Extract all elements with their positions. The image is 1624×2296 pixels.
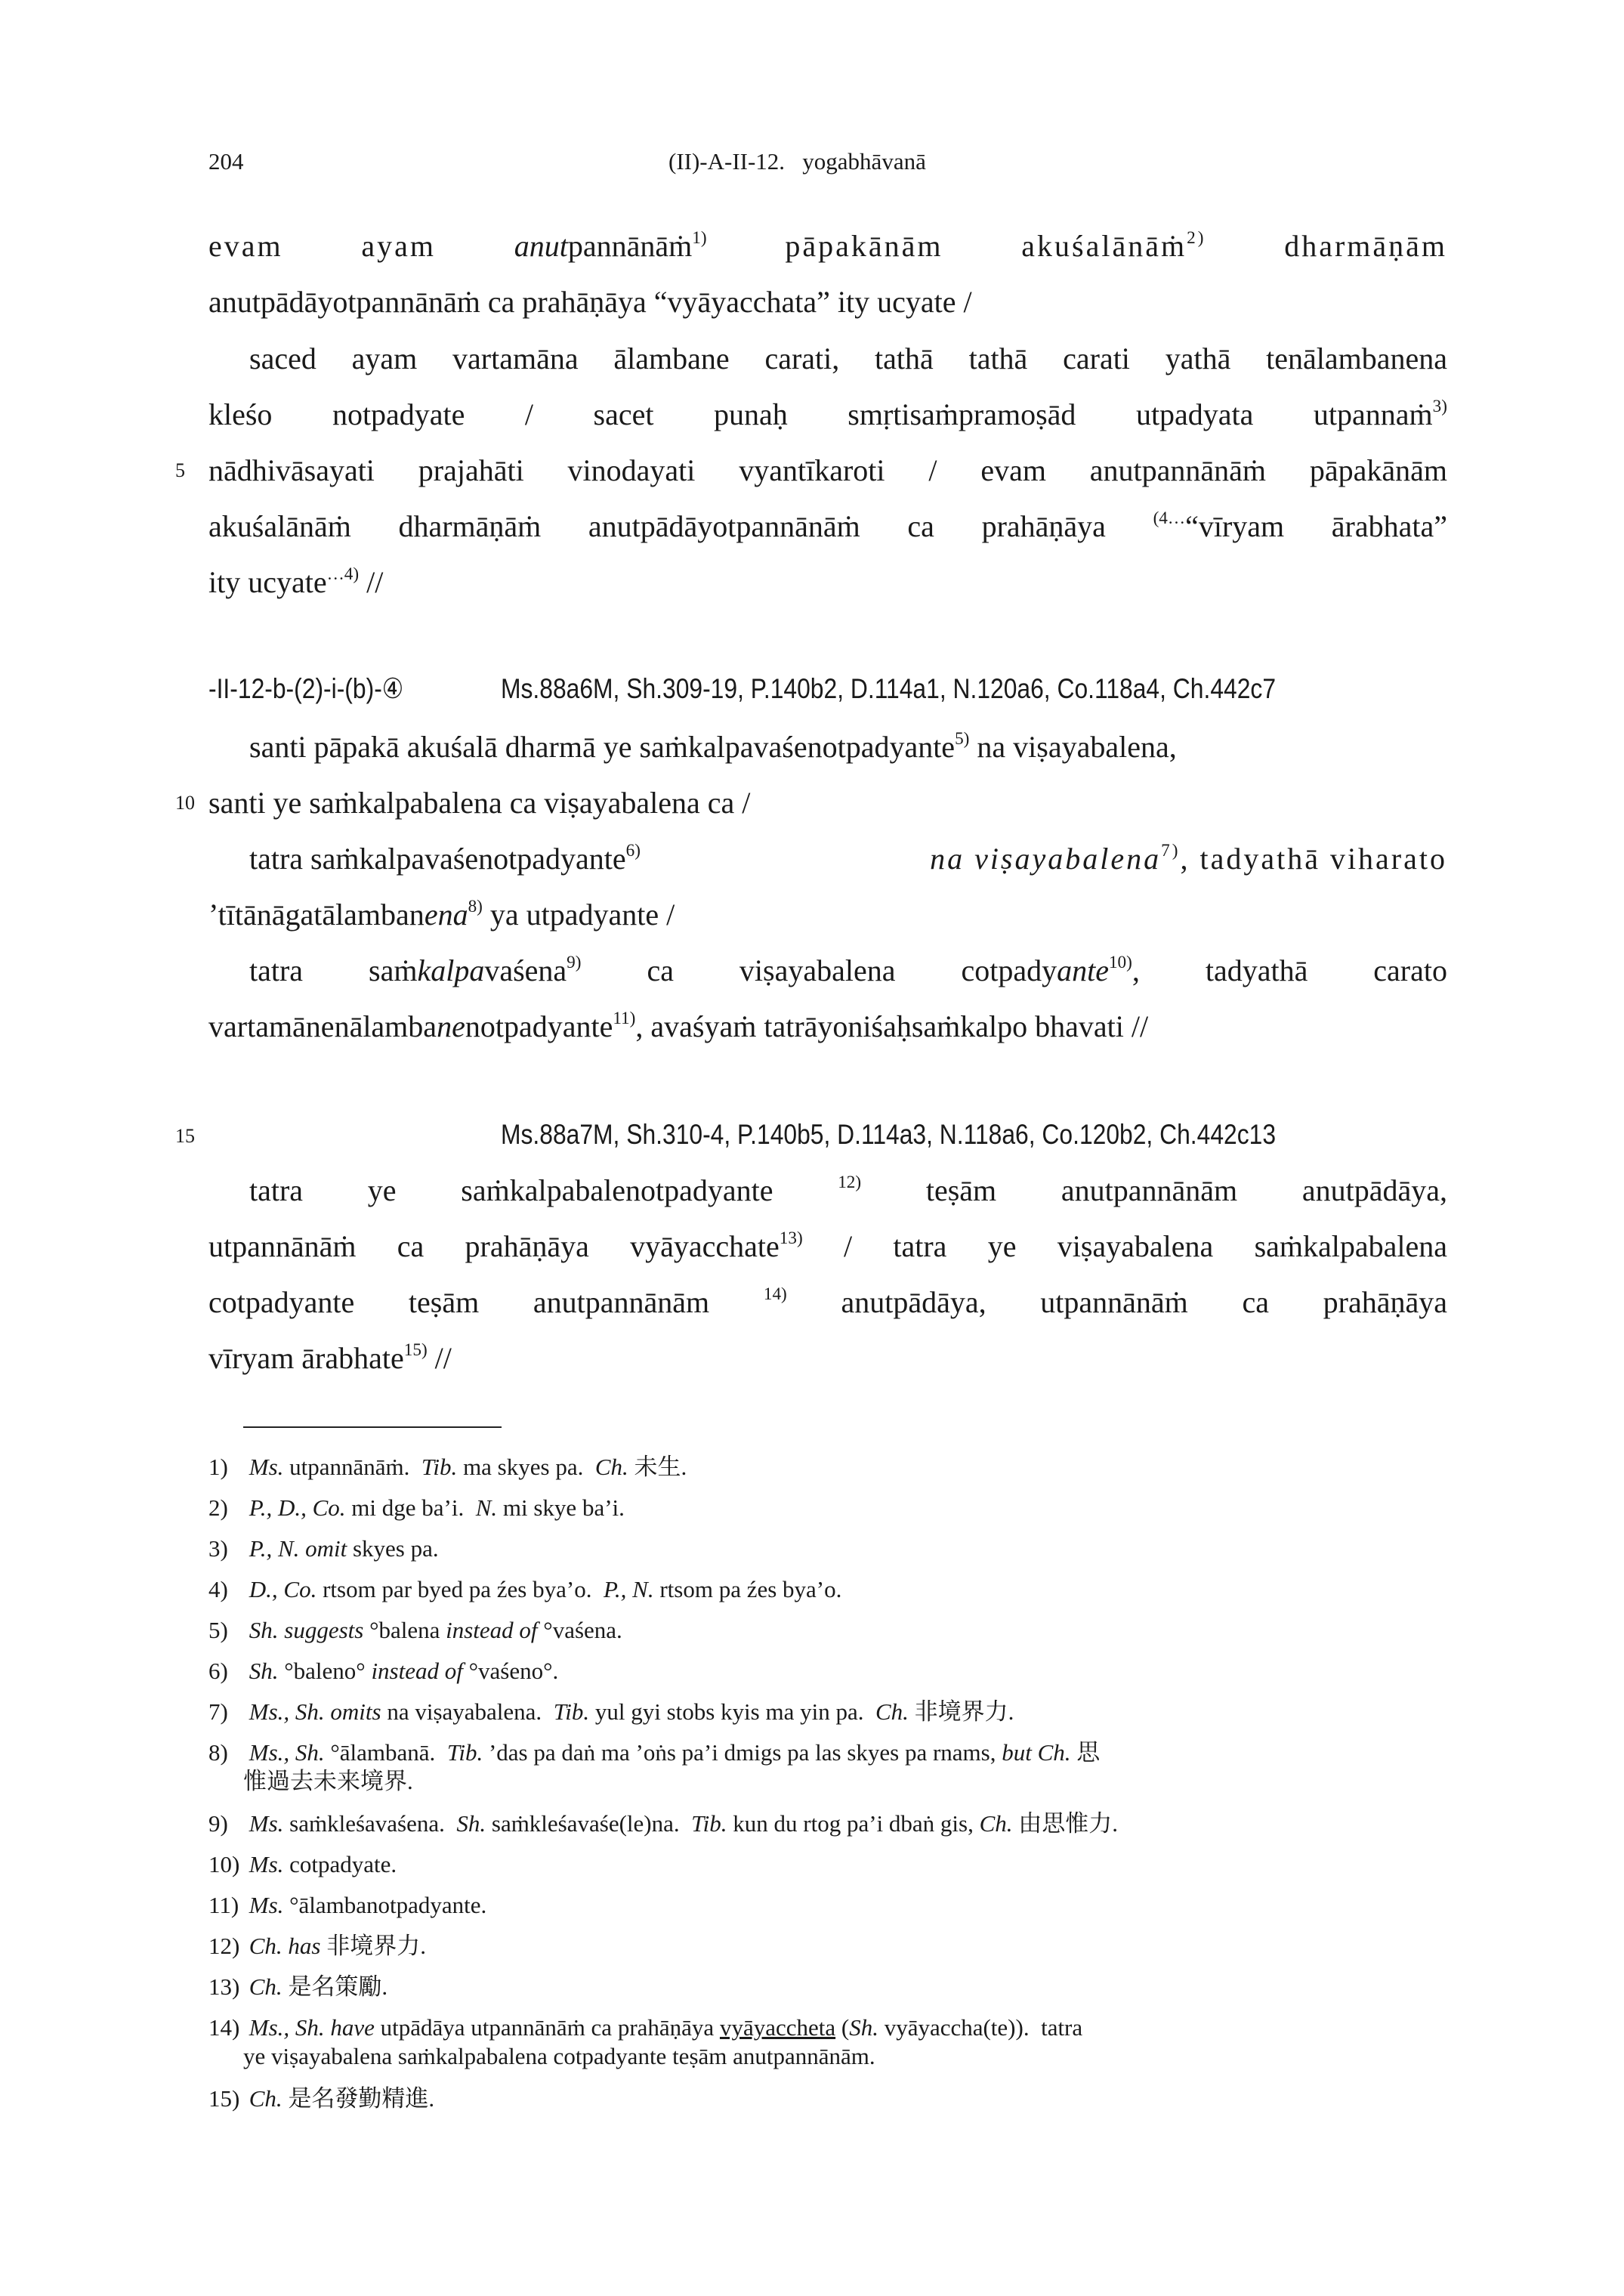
text-line: kleśo notpadyate / sacet punaḥ smṛtisaṁpramoṣād utpadyata utpannaṁ$^{3)}$ [208,396,1447,431]
footnote-rule [243,1426,502,1428]
source-reference: Ms.88a7M, Sh.310-4, P.140b5, D.114a3, N.118a6, Co.120b2, Ch.442c13 [501,1119,1277,1150]
text-line: vīryam ārabhate$^{15)}$ // [208,1340,452,1375]
footnote: 8) Ms., Sh. °ālambanā. Tib. ’das pa daṅ ma ’oṅs pa’i dmigs pa las skyes pa rnams, but Ch. 思 [208,1739,1101,1766]
text-line: utpannānāṁ ca prahāṇāya vyāyacchate$^{13)}$ / tatra ye viṣayabalena saṁkalpabalena [208,1228,1447,1263]
footnote: 1) Ms. utpannānāṁ. Tib. ma skyes pa. Ch. 未生. [208,1454,687,1480]
footnote: 12) Ch. has 非境界力. [208,1933,426,1959]
footnote: 2) P., D., Co. mi dge ba’i. N. mi skye ba’i. [208,1494,625,1521]
footnote: 13) Ch. 是名策勵. [208,1973,388,2000]
footnote: 11) Ms. °ālambanotpadyante. [208,1892,487,1918]
text-line: cotpadyante teṣām anutpannānām $^{14)}$ anutpādāya, utpannānāṁ ca prahāṇāya [208,1284,1447,1319]
text-line: vartamānenālambanenotpadyante$^{11)}$, avaśyaṁ tatrāyoniśaḥsaṁkalpo bhavati // [208,1008,1149,1043]
footnote: 14) Ms., Sh. have utpādāya utpannānāṁ ca prahāṇāya vyāyaccheta (Sh. vyāyaccha(te)). tatra [208,2014,1083,2041]
text-line: nādhivāsayati prajahāti vinodayati vyantīkaroti / evam anutpannānāṁ pāpakānām [208,453,1447,487]
text-line: akuśalānāṁ dharmāṇāṁ anutpādāyotpannānāṁ ca prahāṇāya $^{(4\dots}$“vīryam ārabhata” [208,508,1447,543]
footnote: 6) Sh. °baleno° instead of °vaśeno°. [208,1658,559,1684]
footnote: 4) D., Co. rtsom par byed pa źes bya’o. P., N. rtsom pa źes bya’o. [208,1576,842,1602]
running-head: (II)-A-II-12. yogabhāvanā [668,148,926,175]
line-number: 15 [175,1125,195,1147]
footnote: 15) Ch. 是名發勤精進. [208,2085,435,2112]
text-line: tatra ye saṁkalpabalenotpadyante $^{12)}$ teṣām anutpannānām anutpādāya, [249,1172,1447,1207]
footnote: 5) Sh. suggests °balena instead of °vaśena. [208,1617,622,1643]
text-line: evam ayam anutpannānāṁ$^{1)}$ pāpakānām akuśalānāṁ$^{2)}$ dharmāṇām [208,227,1447,263]
text-line: saced ayam vartamāna ālambane carati, tathā tathā carati yathā tenālambanena [249,341,1447,375]
text-line: santi ye saṁkalpabalena ca viṣayabalena ca / [208,786,751,820]
page-number: 204 [208,148,244,175]
footnote: 7) Ms., Sh. omits na viṣayabalena. Tib. yul gyi stobs kyis ma yin pa. Ch. 非境界力. [208,1698,1014,1725]
text-line: santi pāpakā akuśalā dharmā ye saṁkalpavaśenotpadyante$^{5)}$ na viṣayabalena, [249,728,1177,764]
line-number: 10 [175,792,195,814]
text-line: ity ucyate$^{\dots 4)}$ // [208,564,384,599]
text-line: tatra saṁkalpavaśenotpadyante$^{6)}$ na viṣayabalena$^{7)}$, tadyathā viharato [249,840,1447,876]
text-line: tatra saṁkalpavaśena$^{9)}$ ca viṣayabalena cotpadyante$^{10)}$, tadyathā carato [249,952,1447,987]
source-reference: Ms.88a6M, Sh.309-19, P.140b2, D.114a1, N.120a6, Co.118a4, Ch.442c7 [501,673,1277,704]
line-number: 5 [175,459,185,481]
section-label: -II-12-b-(2)-i-(b)-④ [208,673,404,704]
footnote: 10) Ms. cotpadyate. [208,1851,397,1877]
page-header [0,148,1624,178]
footnote: 9) Ms. saṁkleśavaśena. Sh. saṁkleśavaśe(le)na. Tib. kun du rtog pa’i dbaṅ gis, Ch. 由思惟力. [208,1810,1119,1837]
text-line: anutpādāyotpannānāṁ ca prahāṇāya “vyāyacchata” ity ucyate / [208,285,972,319]
footnote: 3) P., N. omit skyes pa. [208,1535,439,1562]
footnote-continuation: ye viṣayabalena saṁkalpabalena cotpadyante teṣām anutpannānām. [243,2043,875,2069]
text-line: ’tītānāgatālambanena$^{8)}$ ya utpadyante / [208,896,675,932]
footnote-continuation: 惟過去未来境界. [243,1768,413,1794]
